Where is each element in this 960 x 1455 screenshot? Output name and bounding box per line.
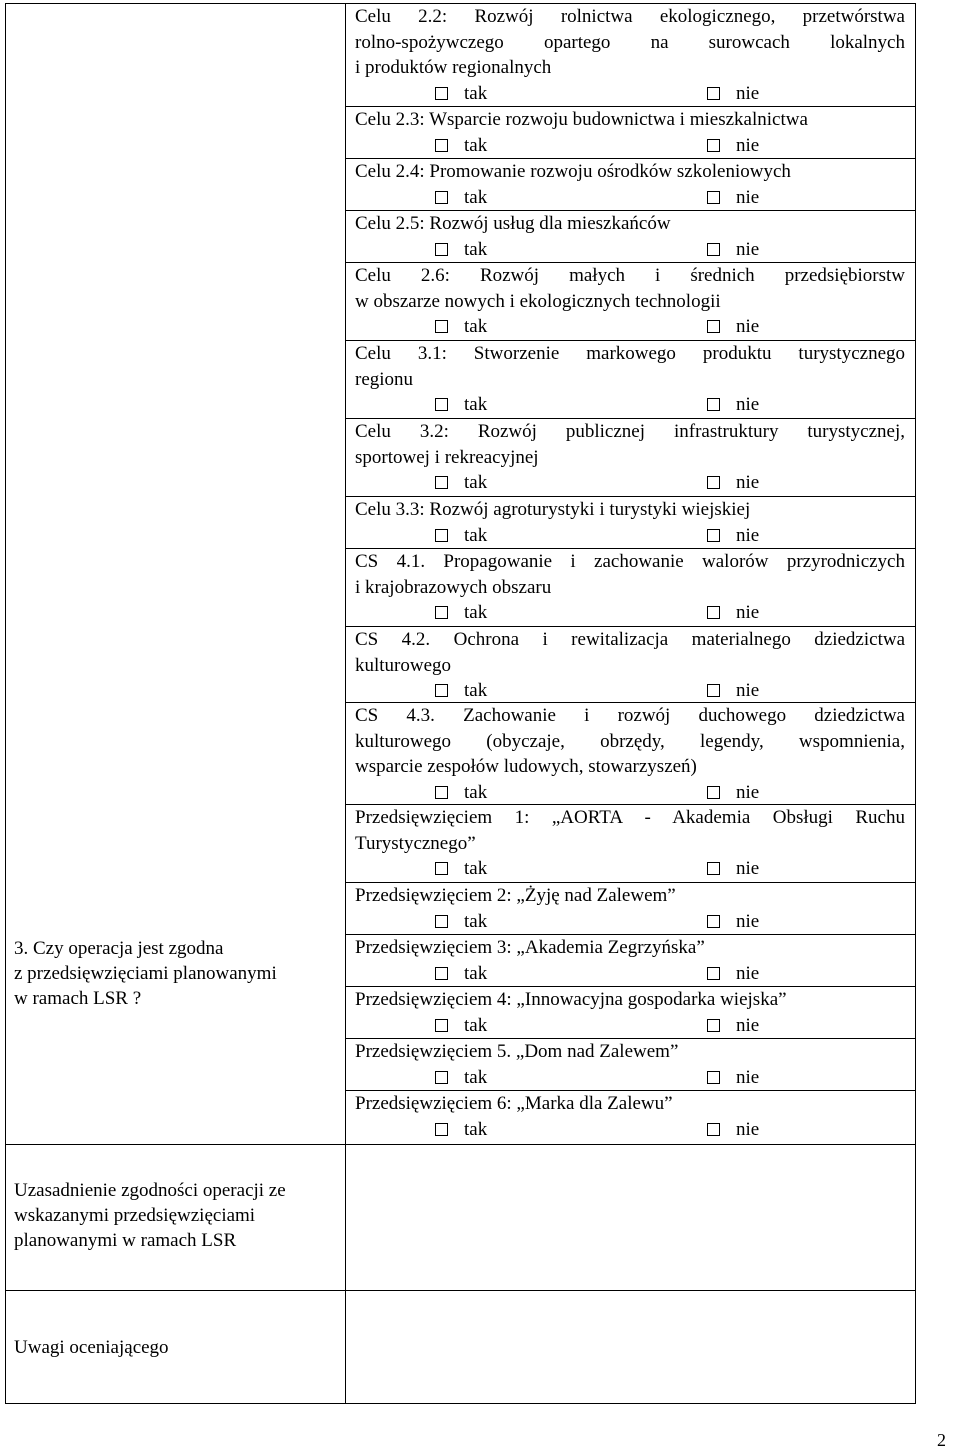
criterion-item: [355, 935, 905, 987]
criterion-title: [355, 805, 905, 856]
label-tak: tak: [464, 1066, 488, 1088]
checkbox-nie[interactable]: [707, 915, 720, 928]
yes-no-choices: [355, 314, 905, 340]
criterion-title: [355, 419, 905, 470]
checkbox-tak[interactable]: [435, 320, 448, 333]
criterion-title: [355, 627, 905, 678]
criterion-title: [355, 107, 905, 133]
question-label: [14, 936, 334, 1011]
label-tak: tak: [464, 1014, 488, 1036]
criterion-item: [355, 883, 905, 935]
row-divider-2: [5, 1290, 916, 1291]
checkbox-tak[interactable]: [435, 967, 448, 980]
item-separator: [346, 1038, 915, 1039]
table-border-bottom: [5, 1403, 916, 1404]
item-separator: [346, 882, 915, 883]
justification-line-2: wskazanymi przedsięwzięciami: [14, 1205, 256, 1226]
criterion-title-line: Celu 2.5: Rozwój usług dla mieszkańców: [355, 213, 671, 234]
item-separator: [346, 548, 915, 549]
checkbox-nie[interactable]: [707, 476, 720, 489]
yes-no-choices: [355, 237, 905, 263]
yes-no-choices: [355, 392, 905, 418]
criterion-title: [355, 703, 905, 780]
criterion-title: [355, 883, 905, 909]
criterion-title: [355, 497, 905, 523]
yes-no-choices: [355, 81, 905, 107]
criterion-title: [355, 549, 905, 600]
item-separator: [346, 496, 915, 497]
label-nie: nie: [736, 186, 760, 208]
justification-line-1: Uzasadnienie zgodności operacji ze: [14, 1180, 286, 1201]
label-nie: nie: [736, 394, 760, 415]
justification-label: [14, 1178, 334, 1253]
table-border-left: [5, 3, 6, 1404]
label-tak: tak: [464, 186, 488, 208]
question-line-2: z przedsięwzięciami planowanymi: [14, 963, 277, 984]
checkbox-tak[interactable]: [435, 1071, 448, 1084]
criterion-title-line: Celu 2.3: Wsparcie rozwoju budownictwa i mieszkalnictwa: [355, 109, 808, 130]
checkbox-nie[interactable]: [707, 191, 720, 204]
label-nie: nie: [736, 910, 760, 932]
item-separator: [346, 934, 915, 935]
label-tak: tak: [464, 316, 488, 337]
criterion-item: [355, 1091, 905, 1143]
checkbox-tak[interactable]: [435, 529, 448, 542]
criterion-title-line: rolno-spożywczego opartego na surowcach lokalnych: [355, 31, 905, 53]
label-tak: tak: [464, 680, 488, 701]
label-nie: nie: [736, 1066, 760, 1088]
table-border-right: [915, 3, 916, 1404]
checkbox-nie[interactable]: [707, 786, 720, 799]
label-nie: nie: [736, 82, 760, 104]
remarks-label: Uwagi oceniającego: [14, 1337, 169, 1358]
label-tak: tak: [464, 82, 488, 104]
yes-no-choices: [355, 678, 905, 704]
label-tak: tak: [464, 962, 488, 984]
yes-no-choices: [355, 909, 905, 935]
checkbox-tak[interactable]: [435, 476, 448, 489]
label-nie: nie: [736, 472, 760, 493]
criterion-item: [355, 159, 905, 211]
criterion-item: [355, 627, 905, 704]
yes-no-choices: [355, 523, 905, 549]
checkbox-nie[interactable]: [707, 139, 720, 152]
label-tak: tak: [464, 602, 488, 623]
criterion-item: [355, 211, 905, 263]
checkbox-nie[interactable]: [707, 684, 720, 697]
criterion-item: [355, 341, 905, 418]
label-tak: tak: [464, 1118, 488, 1140]
checkbox-tak[interactable]: [435, 1019, 448, 1032]
criterion-title-line: Celu 3.2: Rozwój publicznej infrastruktury turystycznej,: [355, 421, 905, 442]
checkbox-nie[interactable]: [707, 243, 720, 256]
criterion-title-line: Celu 3.1: Stworzenie markowego produktu turystycznego: [355, 343, 905, 364]
label-nie: nie: [736, 1118, 760, 1140]
checkbox-nie[interactable]: [707, 398, 720, 411]
label-nie: nie: [736, 602, 760, 623]
label-tak: tak: [464, 524, 488, 546]
question-line-1: 3. Czy operacja jest zgodna: [14, 938, 224, 959]
label-nie: nie: [736, 781, 760, 803]
yes-no-choices: [355, 1013, 905, 1039]
criterion-title-line: i krajobrazowych obszaru: [355, 576, 552, 598]
criterion-item: [355, 497, 905, 549]
checkbox-tak[interactable]: [435, 398, 448, 411]
yes-no-choices: [355, 780, 905, 806]
checkbox-nie[interactable]: [707, 606, 720, 619]
checkbox-nie[interactable]: [707, 87, 720, 100]
item-separator: [346, 626, 915, 627]
criterion-title: [355, 1039, 905, 1065]
label-tak: tak: [464, 472, 488, 493]
item-separator: [346, 106, 915, 107]
criterion-title: [355, 1091, 905, 1117]
criterion-item: [355, 107, 905, 159]
item-separator: [346, 418, 915, 419]
checkbox-tak[interactable]: [435, 1123, 448, 1136]
checkbox-nie[interactable]: [707, 529, 720, 542]
label-tak: tak: [464, 858, 488, 879]
criterion-title: [355, 159, 905, 185]
item-separator: [346, 340, 915, 341]
criterion-title-line: Celu 2.6: Rozwój małych i średnich przedsiębiorstw: [355, 265, 905, 286]
item-separator: [346, 1090, 915, 1091]
checkbox-tak[interactable]: [435, 243, 448, 256]
criterion-title-line: Turystycznego”: [355, 832, 476, 854]
checkbox-tak[interactable]: [435, 786, 448, 799]
item-separator: [346, 986, 915, 987]
criterion-title-line: CS 4.1. Propagowanie i zachowanie walorów przyrodniczych: [355, 551, 905, 572]
yes-no-choices: [355, 856, 905, 882]
criterion-item: [355, 703, 905, 806]
label-nie: nie: [736, 680, 760, 701]
yes-no-choices: [355, 600, 905, 626]
checkbox-nie[interactable]: [707, 1071, 720, 1084]
criterion-title-line: kulturowego (obyczaje, obrzędy, legendy, wspomnienia,: [355, 730, 905, 752]
label-tak: tak: [464, 910, 488, 932]
criterion-item: [355, 549, 905, 626]
criterion-title-line: Celu 2.4: Promowanie rozwoju ośrodków szkoleniowych: [355, 161, 791, 182]
criterion-item: [355, 4, 905, 107]
item-separator: [346, 158, 915, 159]
page-number: 2: [937, 1430, 946, 1450]
criterion-title-line: w obszarze nowych i ekologicznych technologii: [355, 290, 721, 312]
criterion-title-line: Przedsięwzięciem 1: „AORTA - Akademia Obsługi Ruchu: [355, 807, 905, 828]
label-nie: nie: [736, 316, 760, 337]
row-divider-1: [5, 1144, 916, 1145]
label-nie: nie: [736, 1014, 760, 1036]
label-tak: tak: [464, 394, 488, 415]
checkbox-tak[interactable]: [435, 862, 448, 875]
criterion-item: [355, 805, 905, 882]
criterion-title-line: wsparcie zespołów ludowych, stowarzyszeń): [355, 756, 697, 777]
checkbox-tak[interactable]: [435, 915, 448, 928]
criterion-title-line: regionu: [355, 368, 414, 390]
label-nie: nie: [736, 238, 760, 260]
label-tak: tak: [464, 238, 488, 260]
yes-no-choices: [355, 1065, 905, 1091]
label-tak: tak: [464, 781, 488, 803]
item-separator: [346, 702, 915, 703]
checkbox-nie[interactable]: [707, 1123, 720, 1136]
criterion-title-line: Przedsięwzięciem 6: „Marka dla Zalewu”: [355, 1093, 673, 1114]
criterion-title-line: Przedsięwzięciem 3: „Akademia Zegrzyńska”: [355, 937, 705, 958]
criterion-title-line: Celu 2.2: Rozwój rolnictwa ekologicznego, przetwórstwa: [355, 6, 905, 27]
criterion-title: [355, 935, 905, 961]
checkbox-nie[interactable]: [707, 862, 720, 875]
criterion-title-line: i produktów regionalnych: [355, 57, 552, 78]
yes-no-choices: [355, 470, 905, 496]
criterion-item: [355, 1039, 905, 1091]
table-border-middle: [345, 3, 346, 1404]
criterion-title-line: Przedsięwzięciem 5. „Dom nad Zalewem”: [355, 1041, 679, 1062]
label-nie: nie: [736, 524, 760, 546]
yes-no-choices: [355, 1117, 905, 1143]
criterion-title: [355, 263, 905, 314]
checkbox-nie[interactable]: [707, 320, 720, 333]
criterion-title-line: Przedsięwzięciem 4: „Innowacyjna gospodarka wiejska”: [355, 989, 787, 1010]
criterion-title: [355, 4, 905, 81]
item-separator: [346, 210, 915, 211]
item-separator: [346, 804, 915, 805]
criterion-title: [355, 987, 905, 1013]
criterion-title-line: CS 4.2. Ochrona i rewitalizacja materialnego dziedzictwa: [355, 629, 905, 650]
checkbox-tak[interactable]: [435, 684, 448, 697]
criterion-title-line: sportowej i rekreacyjnej: [355, 446, 539, 468]
label-nie: nie: [736, 962, 760, 984]
question-line-3: w ramach LSR ?: [14, 988, 142, 1009]
justification-line-3: planowanymi w ramach LSR: [14, 1230, 237, 1251]
criterion-title-line: Przedsięwzięciem 2: „Żyję nad Zalewem”: [355, 885, 676, 906]
criterion-title: [355, 211, 905, 237]
yes-no-choices: [355, 185, 905, 211]
checkbox-tak[interactable]: [435, 606, 448, 619]
checkbox-tak[interactable]: [435, 191, 448, 204]
checkbox-nie[interactable]: [707, 1019, 720, 1032]
criterion-title: [355, 341, 905, 392]
checkbox-tak[interactable]: [435, 139, 448, 152]
label-nie: nie: [736, 134, 760, 156]
criterion-title-line: CS 4.3. Zachowanie i rozwój duchowego dziedzictwa: [355, 705, 905, 726]
label-nie: nie: [736, 858, 760, 879]
criterion-item: [355, 263, 905, 340]
criterion-title-line: Celu 3.3: Rozwój agroturystyki i turystyki wiejskiej: [355, 499, 751, 520]
checkbox-nie[interactable]: [707, 967, 720, 980]
criterion-item: [355, 987, 905, 1039]
checkbox-tak[interactable]: [435, 87, 448, 100]
yes-no-choices: [355, 961, 905, 987]
item-separator: [346, 262, 915, 263]
criterion-item: [355, 419, 905, 496]
yes-no-choices: [355, 133, 905, 159]
criterion-title-line: kulturowego: [355, 654, 452, 676]
label-tak: tak: [464, 134, 488, 156]
